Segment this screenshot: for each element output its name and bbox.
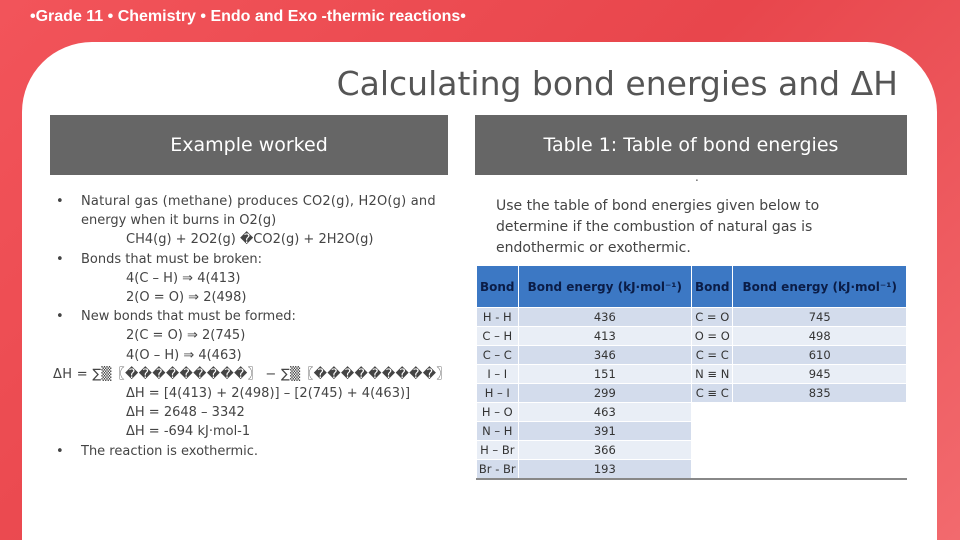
text-line: energy when it burns in O2(g) — [81, 213, 277, 229]
table-row — [477, 403, 907, 422]
table-row — [477, 441, 907, 460]
text-line: Natural gas (methane) produces CO2(g), H2O(g) and — [81, 194, 436, 209]
column-header: Bond energy (kJ·mol⁻¹) — [733, 266, 907, 308]
table-cell: O = O — [692, 327, 733, 346]
reaction-equation: CH4(g) + 2O2(g) �CO2(g) + 2H2O(g) — [126, 232, 374, 248]
table-cell: C – H — [477, 327, 519, 346]
table-cell: 498 — [733, 327, 907, 346]
bullet: • — [56, 194, 64, 209]
bullet: • — [56, 443, 64, 459]
table-cell — [733, 422, 907, 441]
worked-example-header: Example worked — [50, 115, 448, 175]
text-line: ΔH = -694 kJ·mol-1 — [126, 424, 251, 440]
text-line: 2(C = O) ⇒ 2(745) — [126, 328, 246, 344]
text-line: The reaction is exothermic. — [81, 443, 259, 459]
table-cell: 463 — [518, 403, 692, 422]
table-cell: H – Br — [477, 441, 519, 460]
table-row — [477, 346, 907, 365]
delta-h-formula: ΔH = ∑▒〖���������〗 − ∑▒〖���������〗 — [53, 366, 450, 382]
column-header: Bond — [692, 266, 733, 308]
breadcrumb: •Grade 11 • Chemistry • Endo and Exo -thermic reactions• — [30, 8, 466, 25]
bullet: • — [56, 251, 64, 267]
table-cell: C – C — [477, 346, 519, 365]
text-line: ΔH = [4(413) + 2(498)] – [2(745) + 4(463)] — [126, 386, 411, 402]
list-item — [52, 307, 452, 326]
table-row — [477, 460, 907, 480]
table-cell: 366 — [518, 441, 692, 460]
table-cell: 413 — [518, 327, 692, 346]
table-intro-text: Use the table of bond energies given below to determine if the combustion of natural gas is endothermic or exothermic. — [496, 198, 820, 256]
table-cell: 193 — [518, 460, 692, 480]
table-row — [477, 327, 907, 346]
table-cell: 151 — [518, 365, 692, 384]
table-cell: C = O — [692, 308, 733, 327]
text-line: 4(O – H) ⇒ 4(463) — [126, 347, 242, 363]
text-line: 4(C – H) ⇒ 4(413) — [126, 270, 241, 286]
table-cell — [733, 441, 907, 460]
column-header: Bond — [477, 266, 519, 308]
page-title: Calculating bond energies and ΔH — [336, 64, 898, 103]
column-header: Bond energy (kJ·mol⁻¹) — [518, 266, 692, 308]
table-cell: N – H — [477, 422, 519, 441]
text-line: New bonds that must be formed: — [81, 309, 296, 325]
bullet: • — [56, 309, 64, 325]
table-cell — [692, 422, 733, 441]
table-cell: 610 — [733, 346, 907, 365]
worked-example — [52, 192, 452, 461]
table-cell: N ≡ N — [692, 365, 733, 384]
table-cell: C ≡ C — [692, 384, 733, 403]
table-cell: I – I — [477, 365, 519, 384]
list-item — [52, 442, 452, 461]
table-cell — [733, 403, 907, 422]
table-cell: 436 — [518, 308, 692, 327]
table-cell — [733, 460, 907, 480]
table-cell: H – O — [477, 403, 519, 422]
table-header-row — [477, 266, 907, 308]
header-dot: . — [695, 170, 699, 184]
table-row — [477, 308, 907, 327]
table-cell — [692, 441, 733, 460]
table-cell: 745 — [733, 308, 907, 327]
list-item — [52, 192, 452, 211]
table-row — [477, 384, 907, 403]
table-cell — [692, 460, 733, 480]
table-row — [477, 365, 907, 384]
bond-table-header: Table 1: Table of bond energies — [475, 115, 907, 175]
table-cell: 945 — [733, 365, 907, 384]
table-cell: 346 — [518, 346, 692, 365]
text-line: Bonds that must be broken: — [81, 251, 263, 267]
table-cell: 835 — [733, 384, 907, 403]
table-cell: Br - Br — [477, 460, 519, 480]
table-cell — [692, 403, 733, 422]
table-cell: H – I — [477, 384, 519, 403]
table-cell: 299 — [518, 384, 692, 403]
bond-energy-table — [476, 265, 907, 480]
list-item — [52, 250, 452, 269]
table-row — [477, 422, 907, 441]
table-cell: C = C — [692, 346, 733, 365]
table-cell: 391 — [518, 422, 692, 441]
text-line: 2(O = O) ⇒ 2(498) — [126, 290, 247, 306]
table-cell: H - H — [477, 308, 519, 327]
text-line: ΔH = 2648 – 3342 — [126, 405, 245, 421]
